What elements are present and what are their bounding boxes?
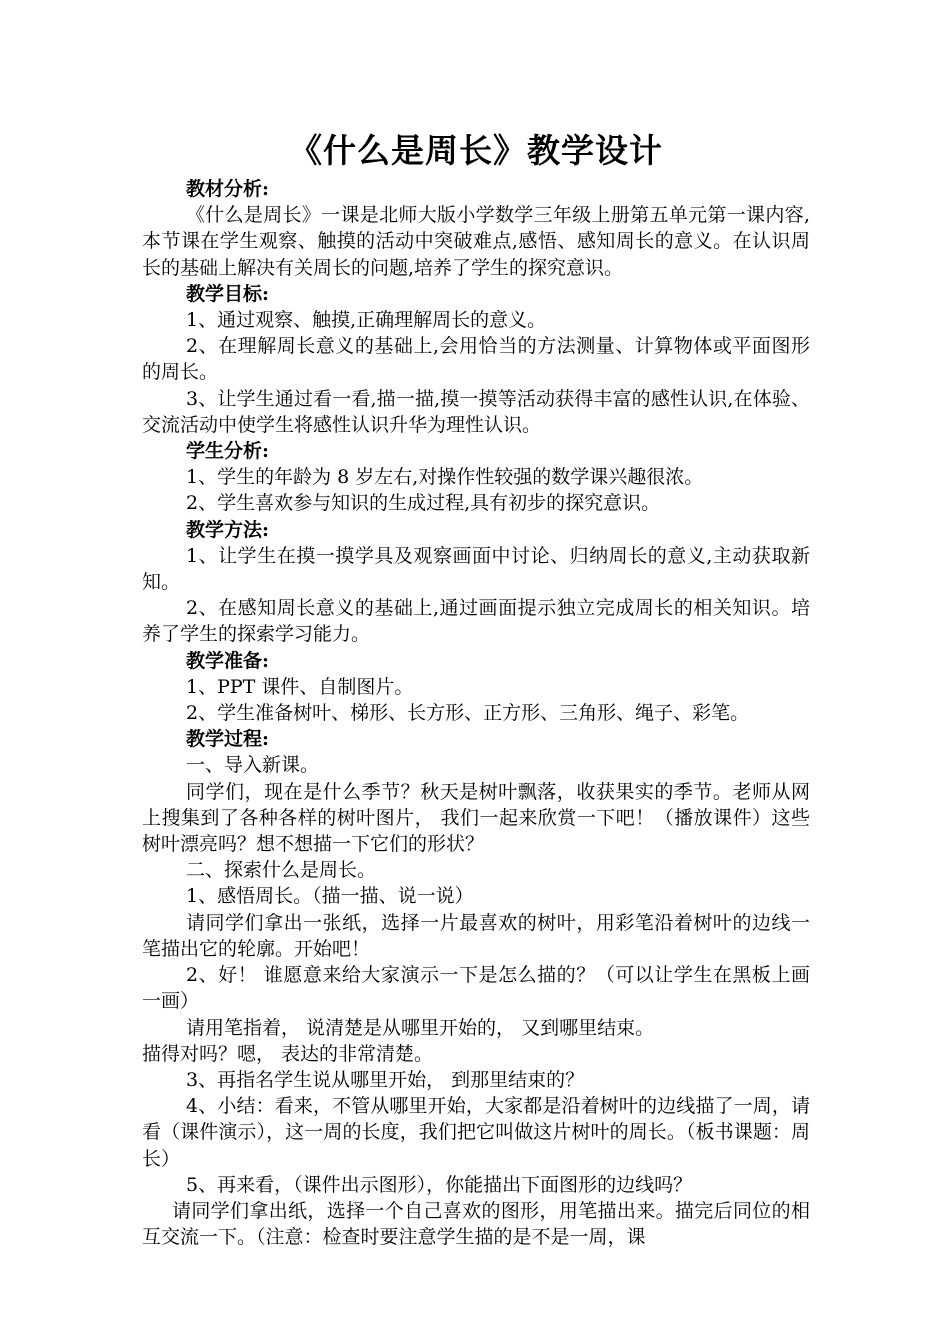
paragraph: 1、学生的年龄为 8 岁左右,对操作性较强的数学课兴趣很浓。 [186,466,704,489]
paragraph: 请同学们拿出一张纸，选择一片最喜欢的树叶，用彩笔沿着树叶的边线一笔描出它的轮廓。开始吧！ [142,911,810,960]
paragraph: 1、让学生在摸一摸学具及观察画面中讨论、归纳周长的意义,主动获取新知。 [142,544,810,594]
section-heading: 教学目标: [186,282,270,305]
paragraph: 3、再指名学生说从哪里开始， 到那里结束的？ [186,1068,585,1091]
paragraph: 2、在理解周长意义的基础上,会用恰当的方法测量、计算物体或平面图形的周长。 [142,335,810,384]
section-heading: 教学方法: [186,518,270,541]
paragraph: 4、小结：看来，不管从哪里开始，大家都是沿着树叶的边线描了一周，请看（课件演示），这一周的长度，我们把它叫做这片树叶的周长。（板书课题：周长） [142,1095,810,1170]
paragraph: 3、让学生通过看一看,描一描,摸一摸等活动获得丰富的感性认识,在体验、交流活动中使学生将感性认识升华为理性认识。 [142,387,810,436]
paragraph: 《什么是周长》一课是北师大版小学数学三年级上册第五单元第一课内容,本节课在学生观察、触摸的活动中突破难点,感悟、感知周长的意义。在认识周长的基础上解决有关周长的问题,培养了学生的探究意识。 [142,204,810,279]
document-page [142,128,810,1250]
document-body [142,176,810,1250]
section-heading: 学生分析: [186,440,270,463]
document-title: 《什么是周长》教学设计 [289,131,663,170]
paragraph: 2、在感知周长意义的基础上,通过画面提示独立完成周长的相关知识。培养了学生的探索学习能力。 [142,597,810,646]
paragraph: 1、感悟周长。（描一描、说一说） [186,885,474,908]
section-heading: 教学准备: [186,649,270,672]
paragraph: 描得对吗？嗯， 表达的非常清楚。 [142,1042,434,1065]
paragraph: 请用笔指着， 说清楚是从哪里开始的， 又到哪里结束。 [186,1016,655,1039]
paragraph: 2、学生喜欢参与知识的生成过程,具有初步的探究意识。 [186,492,661,515]
paragraph: 同学们，现在是什么季节？秋天是树叶飘落，收获果实的季节。老师从网上搜集到了各种各样的树叶图片， 我们一起来欣赏一下吧！（播放课件）这些树叶漂亮吗？想不想描一下它们的形状？ [142,780,810,856]
paragraph: 5、再来看，（课件出示图形），你能描出下面图形的边线吗？ [186,1173,693,1196]
paragraph: 2、学生准备树叶、梯形、长方形、正方形、三角形、绳子、彩笔。 [186,702,750,725]
paragraph: 1、通过观察、触摸,正确理解周长的意义。 [186,309,547,332]
section-heading: 教材分析: [186,178,270,200]
paragraph: 二、探索什么是周长。 [186,859,377,882]
paragraph: 1、PPT 课件、自制图片。 [186,675,414,698]
section-heading: 教学过程: [186,728,270,751]
paragraph: 请同学们拿出纸，选择一个自己喜欢的图形，用笔描出来。描完后同位的相互交流一下。（注意：检查时要注意学生描的是不是一周，课 [142,1199,810,1249]
paragraph: 一、导入新课。 [186,754,320,777]
paragraph: 2、好！ 谁愿意来给大家演示一下是怎么描的？（可以让学生在黑板上画一画） [142,964,810,1013]
